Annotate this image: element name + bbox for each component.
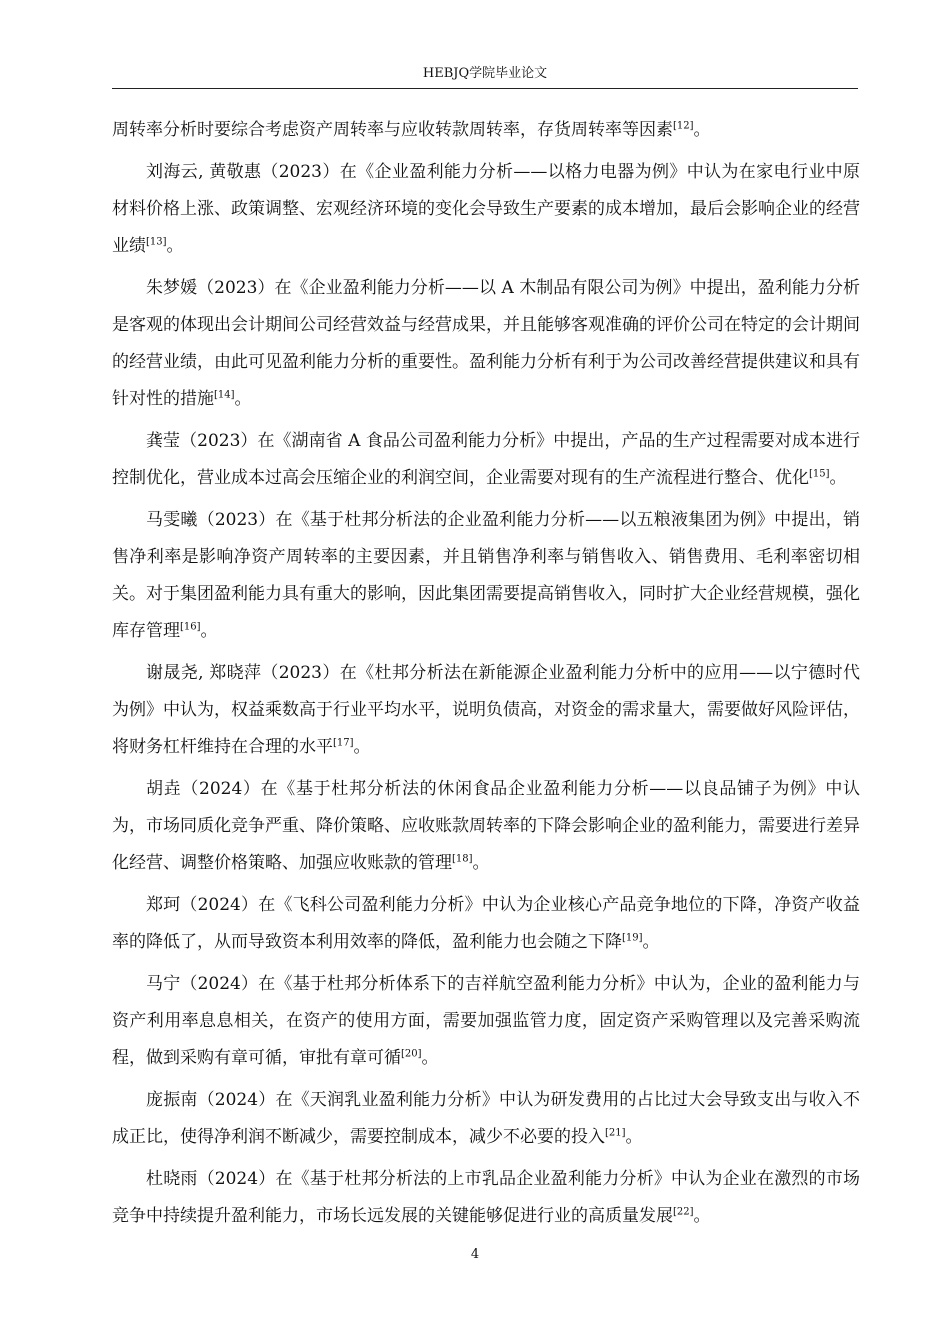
paragraph	[112, 771, 860, 882]
paragraph-text: 杜晓雨（2024）在《基于杜邦分析法的上市乳品企业盈利能力分析》中认为企业在激烈的市场竞争中持续提升盈利能力，市场长远发展的关键能够促进行业的高质量发展	[112, 1169, 860, 1226]
paragraph	[112, 1082, 860, 1156]
paragraph	[112, 154, 860, 265]
paragraph-text: 朱梦媛（2023）在《企业盈利能力分析——以 A 木制品有限公司为例》中提出，盈利能力分析是客观的体现出会计期间公司经营效益与经营成果，并且能够客观准确的评价公司在特定的会计期间的经营业绩，由此可见盈利能力分析的重要性。盈利能力分析有利于为公司改善经营提供建议和具有针对性的措施	[112, 278, 860, 409]
paragraph	[112, 112, 860, 149]
paragraph-text: 胡垚（2024）在《基于杜邦分析法的休闲食品企业盈利能力分析——以良品铺子为例》中认为，市场同质化竞争严重、降价策略、应收账款周转率的下降会影响企业的盈利能力，需要进行差异化经营、调整价格策略、加强应收账款的管理	[112, 779, 860, 873]
citation: [20]	[401, 1048, 422, 1060]
paragraph-end: 。	[421, 1048, 439, 1068]
paragraph	[112, 1161, 860, 1235]
citation: [22]	[673, 1206, 694, 1218]
paragraph-end: 。	[353, 737, 371, 757]
paragraph-text: 马雯曦（2023）在《基于杜邦分析法的企业盈利能力分析——以五粮液集团为例》中提出，销售净利率是影响净资产周转率的主要因素，并且销售净利率与销售收入、销售费用、毛利率密切相关。对于集团盈利能力具有重大的影响，因此集团需要提高销售收入，同时扩大企业经营规模，强化库存管理	[112, 510, 860, 641]
page-header	[112, 64, 858, 89]
paragraph-end: 。	[693, 1206, 711, 1226]
paragraph-end: 。	[693, 120, 711, 140]
paragraph-text: 刘海云, 黄敬惠（2023）在《企业盈利能力分析——以格力电器为例》中认为在家电行业中原材料价格上涨、政策调整、宏观经济环境的变化会导致生产要素的成本增加，最后会影响企业的经营业绩	[112, 162, 860, 256]
citation: [14]	[214, 389, 235, 401]
paragraph	[112, 502, 860, 650]
paragraph-text: 马宁（2024）在《基于杜邦分析体系下的吉祥航空盈利能力分析》中认为，企业的盈利能力与资产利用率息息相关，在资产的使用方面，需要加强监管力度，固定资产采购管理以及完善采购流程，做到采购有章可循，审批有章可循	[112, 974, 860, 1068]
paragraph-end: 。	[642, 932, 660, 952]
document-body	[112, 112, 860, 1240]
paragraph-text: 庞振南（2024）在《天润乳业盈利能力分析》中认为研发费用的占比过大会导致支出与收入不成正比，使得净利润不断减少，需要控制成本，减少不必要的投入	[112, 1090, 860, 1147]
citation: [18]	[452, 853, 473, 865]
page-number	[0, 1246, 950, 1264]
paragraph	[112, 270, 860, 418]
citation: [15]	[809, 468, 830, 480]
header-title: HEBJQ学院毕业论文	[422, 66, 548, 81]
paragraph-text: 郑珂（2024）在《飞科公司盈利能力分析》中认为企业核心产品竞争地位的下降，净资产收益率的降低了，从而导致资本利用效率的降低，盈利能力也会随之下降	[112, 895, 860, 952]
paragraph-end: 。	[166, 236, 184, 256]
paragraph-end: 。	[829, 468, 847, 488]
page-number-text: 4	[470, 1247, 480, 1262]
citation: [12]	[673, 120, 694, 132]
paragraph	[112, 423, 860, 497]
citation: [21]	[605, 1127, 626, 1139]
paragraph-text: 龚莹（2023）在《湖南省 A 食品公司盈利能力分析》中提出，产品的生产过程需要对成本进行控制优化，营业成本过高会压缩企业的利润空间，企业需要对现有的生产流程进行整合、优化	[112, 431, 860, 488]
paragraph	[112, 966, 860, 1077]
paragraph-text: 周转率分析时要综合考虑资产周转率与应收转款周转率，存货周转率等因素	[112, 120, 673, 140]
paragraph-text: 谢晟尧, 郑晓萍（2023）在《杜邦分析法在新能源企业盈利能力分析中的应用——以宁德时代为例》中认为，权益乘数高于行业平均水平，说明负债高，对资金的需求量大，需要做好风险评估，将财务杠杆维持在合理的水平	[112, 663, 860, 757]
paragraph-end: 。	[234, 389, 252, 409]
citation: [16]	[180, 621, 201, 633]
citation: [19]	[622, 932, 643, 944]
citation: [17]	[333, 737, 354, 749]
paragraph-end: 。	[200, 621, 218, 641]
paragraph	[112, 887, 860, 961]
paragraph	[112, 655, 860, 766]
citation: [13]	[146, 236, 167, 248]
paragraph-end: 。	[472, 853, 490, 873]
paragraph-end: 。	[625, 1127, 643, 1147]
